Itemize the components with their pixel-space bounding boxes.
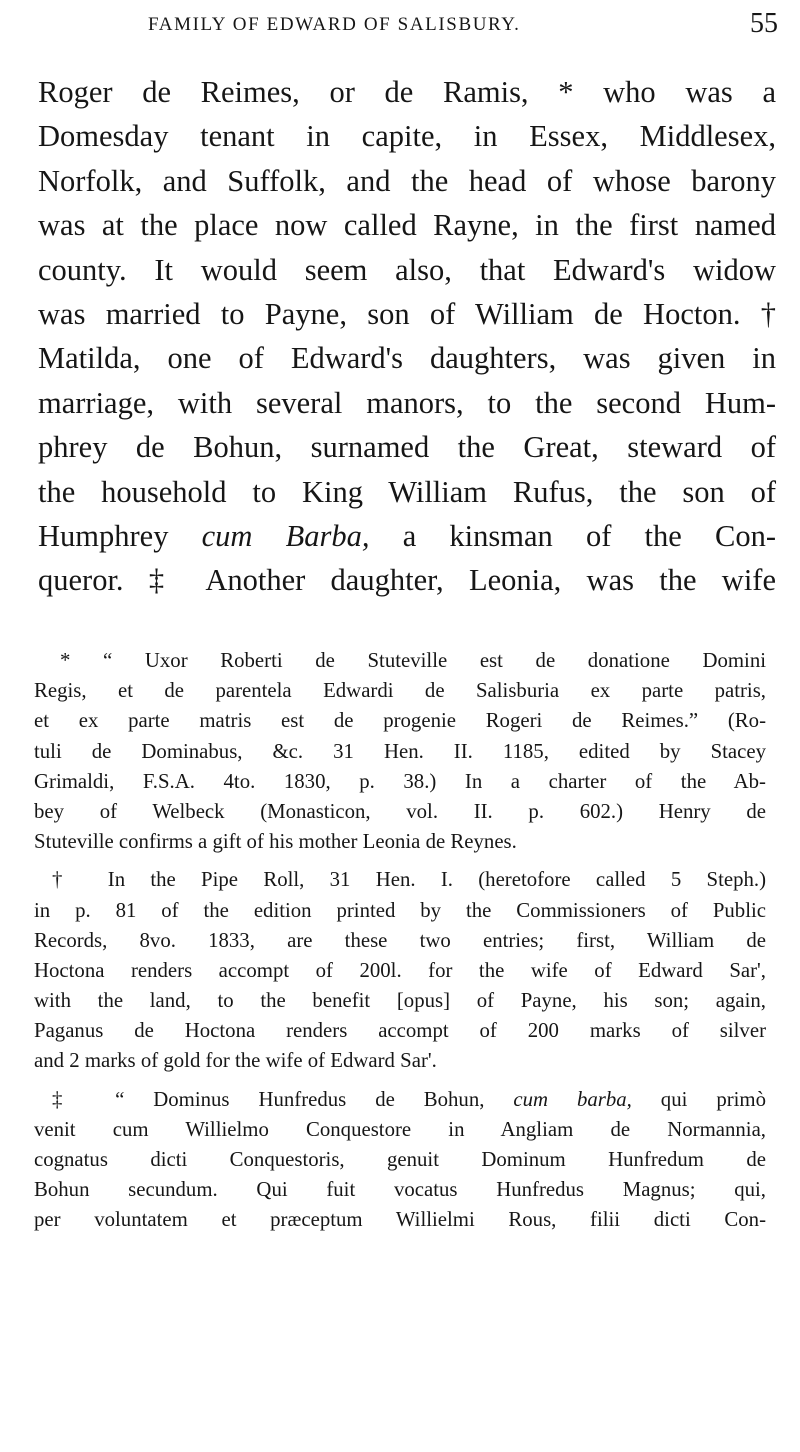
body-line: queror. ‡ Another daughter, Leonia, was the wife bbox=[38, 563, 776, 598]
running-title: FAMILY OF EDWARD OF SALISBURY. bbox=[148, 14, 521, 35]
body-line: was at the place now called Rayne, in the first named bbox=[38, 208, 776, 243]
footnote-3 bbox=[34, 1085, 766, 1236]
footnote-line: et ex parte matris est de progenie Rogeri de Reimes.” (Ro- bbox=[34, 709, 766, 733]
footnote-line: venit cum Willielmo Conquestore in Angliam de Normannia, bbox=[34, 1117, 766, 1141]
text-span: Humphrey bbox=[38, 518, 202, 553]
italic-text: cum barba, bbox=[513, 1087, 632, 1111]
text-span: a kinsman of the Con- bbox=[369, 518, 776, 553]
body-line: Norfolk, and Suffolk, and the head of whose barony bbox=[38, 163, 776, 198]
footnote-1 bbox=[34, 646, 766, 857]
footnote-line: cognatus dicti Conquestoris, genuit Dominum Hunfredum de bbox=[34, 1148, 766, 1171]
page-number: 55 bbox=[750, 8, 778, 39]
footnote-line: tuli de Dominabus, &c. 31 Hen. II. 1185, edited by Stacey bbox=[34, 739, 766, 763]
footnote-line bbox=[34, 1085, 766, 1115]
footnote-line: Regis, et de parentela Edwardi de Salisburia ex parte patris, bbox=[34, 679, 766, 703]
body-line: marriage, with several manors, to the second Hum- bbox=[38, 385, 776, 420]
footnote-line: * “ Uxor Roberti de Stuteville est de donatione Domini bbox=[60, 649, 766, 672]
text-span: qui primò bbox=[631, 1087, 766, 1111]
body-line-italic bbox=[38, 514, 776, 558]
footnote-line: in p. 81 of the edition printed by the Commissioners of Public bbox=[34, 898, 766, 922]
body-line: county. It would seem also, that Edward's widow bbox=[38, 252, 776, 287]
body-line: Matilda, one of Edward's daughters, was given in bbox=[38, 341, 776, 376]
text-span: ‡ “ Dominus Hunfredus de Bohun, bbox=[52, 1087, 514, 1111]
footnote-line: per voluntatem et præceptum Willielmi Rous, filii dicti Con- bbox=[34, 1208, 766, 1232]
body-line: the household to King William Rufus, the son of bbox=[38, 474, 776, 509]
footnote-line: † In the Pipe Roll, 31 Hen. I. (heretofore called 5 Steph.) bbox=[52, 868, 766, 892]
footnote-line: and 2 marks of gold for the wife of Edward Sar'. bbox=[34, 1049, 437, 1073]
footnote-line: Records, 8vo. 1833, are these two entries; first, William de bbox=[34, 928, 766, 952]
body-line: Roger de Reimes, or de Ramis, * who was a bbox=[38, 75, 776, 109]
footnote-line: bey of Welbeck (Monasticon, vol. II. p. 602.) Henry de bbox=[34, 799, 766, 823]
italic-text: cum Barba, bbox=[201, 518, 370, 553]
body-text bbox=[38, 70, 776, 603]
body-line: Domesday tenant in capite, in Essex, Middlesex, bbox=[38, 119, 776, 154]
footnote-line: with the land, to the benefit [opus] of Payne, his son; again, bbox=[34, 989, 766, 1013]
footnote-line: Bohun secundum. Qui fuit vocatus Hunfredus Magnus; qui, bbox=[34, 1178, 766, 1202]
footnote-line: Stuteville confirms a gift of his mother Leonia de Reynes. bbox=[34, 830, 517, 854]
body-line: was married to Payne, son of William de Hocton. † bbox=[38, 296, 776, 331]
footnote-line: Hoctona renders accompt of 200l. for the wife of Edward Sar', bbox=[34, 958, 766, 982]
footnote-2 bbox=[34, 865, 766, 1076]
footnotes bbox=[34, 646, 766, 1236]
footnote-line: Grimaldi, F.S.A. 4to. 1830, p. 38.) In a charter of the Ab- bbox=[34, 769, 766, 793]
running-header bbox=[40, 8, 778, 42]
body-line: phrey de Bohun, surnamed the Great, steward of bbox=[38, 430, 776, 465]
footnote-line: Paganus de Hoctona renders accompt of 200 marks of silver bbox=[34, 1019, 766, 1043]
